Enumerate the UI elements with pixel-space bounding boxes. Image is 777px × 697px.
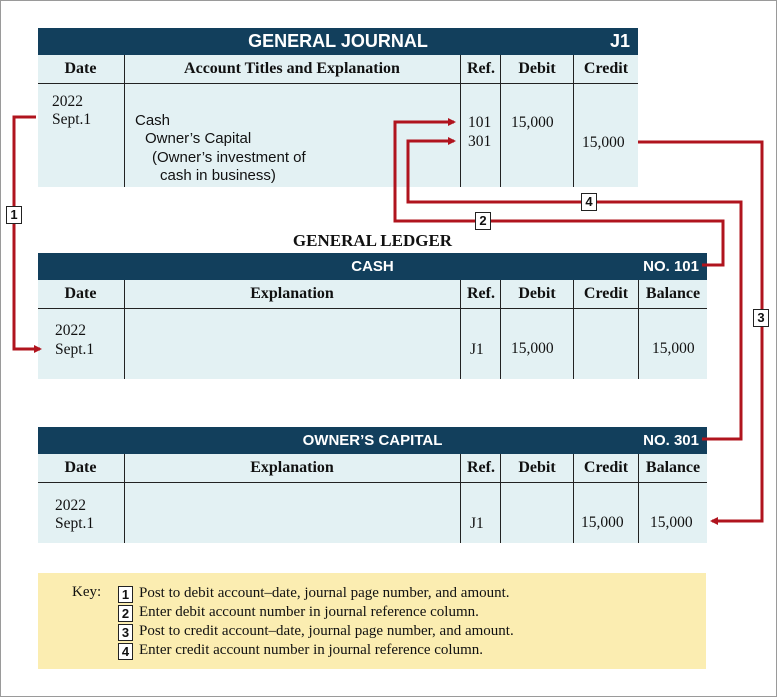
key-text: Enter debit account number in journal reference column. [139,604,479,620]
journal-ref-301: 301 [468,133,492,150]
cash-debit: 15,000 [511,340,554,357]
col-explanation: Explanation [250,459,334,476]
col-balance: Balance [645,459,701,476]
cash-ref: J1 [470,341,484,358]
journal-date-year: 2022 [52,93,83,110]
step-1-label: 1 [6,206,22,224]
capital-number: NO. 301 [643,432,699,449]
cash-number: NO. 101 [643,258,699,275]
step-4-label: 4 [581,193,597,211]
col-date: Date [64,459,97,476]
cash-date-day: Sept.1 [55,341,95,358]
arrow-step-4 [408,141,741,439]
capital-date-day: Sept.1 [55,515,95,532]
ledger-title: GENERAL LEDGER [292,231,453,250]
key-number: 1 [118,586,133,603]
col-debit: Debit [518,60,556,77]
key-number: 4 [118,643,133,660]
col-account-titles: Account Titles and Explanation [184,60,400,77]
capital-credit: 15,000 [581,514,624,531]
cash-balance: 15,000 [652,340,695,357]
cash-title: CASH [351,258,394,275]
key-item-1 [118,584,510,603]
col-ref: Ref. [467,459,495,476]
key-text: Post to credit account–date, journal page number, and amount. [139,623,514,639]
col-debit: Debit [518,459,556,476]
col-date: Date [64,285,97,302]
journal-line-capital: Owner’s Capital [145,130,252,147]
key-item-2 [118,603,479,622]
journal-credit: 15,000 [582,134,625,151]
key-item-4 [118,641,483,660]
col-date: Date [64,60,97,77]
step-2-label: 2 [475,212,491,230]
journal-line-cash: Cash [135,112,171,129]
cash-date-year: 2022 [55,322,86,339]
journal-debit: 15,000 [511,114,554,131]
journal-page: J1 [609,31,630,51]
journal-title: GENERAL JOURNAL [248,31,428,51]
key-number: 3 [118,624,133,641]
key-text: Post to debit account–date, journal page number, and amount. [139,585,510,601]
key-panel [38,573,706,669]
capital-balance: 15,000 [650,514,693,531]
key-text: Enter credit account number in journal reference column. [139,642,484,658]
journal-ref-101: 101 [468,114,492,131]
col-credit: Credit [583,60,629,77]
key-item-3 [118,622,514,641]
journal-date-day: Sept.1 [52,111,92,128]
col-explanation: Explanation [250,285,334,302]
col-balance: Balance [645,285,701,302]
col-ref: Ref. [467,60,495,77]
capital-ref: J1 [470,515,484,532]
col-credit: Credit [583,285,629,302]
journal-line-explanation2: cash in business) [160,167,276,184]
capital-date-year: 2022 [55,497,86,514]
key-label: Key: [72,584,102,600]
col-debit: Debit [518,285,556,302]
step-3-label: 3 [753,309,769,327]
col-credit: Credit [583,459,629,476]
col-ref: Ref. [467,285,495,302]
arrow-step-3 [638,142,762,521]
arrow-step-1 [14,117,40,349]
capital-title: OWNER’S CAPITAL [302,432,443,449]
key-number: 2 [118,605,133,622]
journal-line-explanation1: (Owner’s investment of [152,149,306,166]
